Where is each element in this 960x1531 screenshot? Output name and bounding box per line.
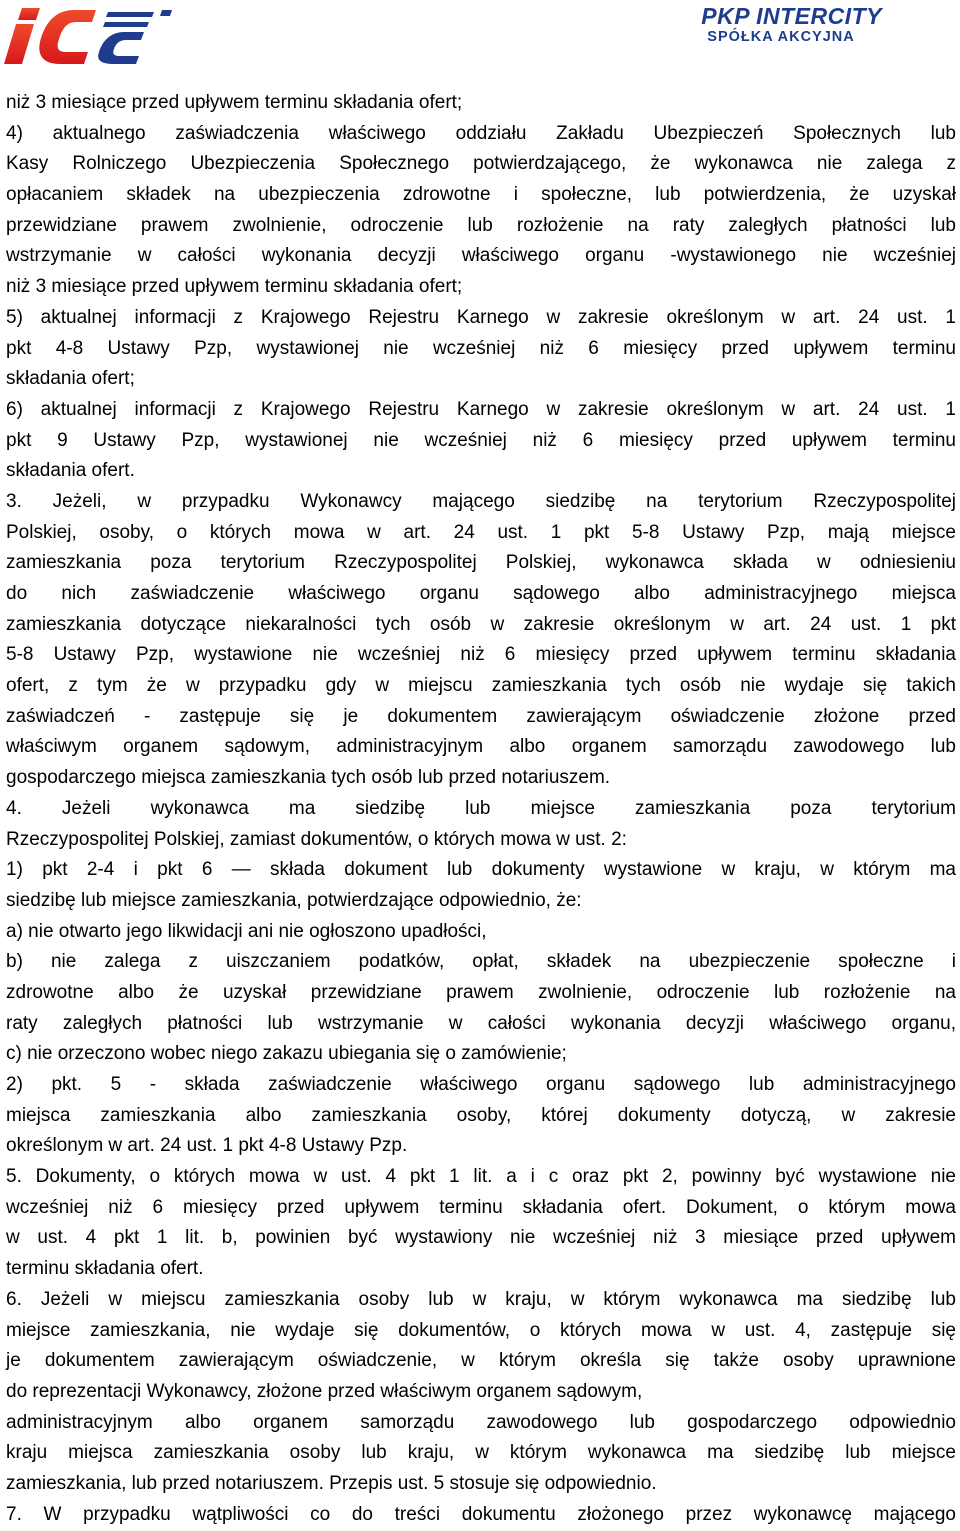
logo-company-name: PKP INTERCITY	[701, 3, 882, 29]
text-line: 4. Jeżeli wykonawca ma siedzibę lub miejsce zamieszkania poza terytorium	[6, 797, 956, 819]
text-line: siedzibę lub miejsce zamieszkania, potwierdzające odpowiednio, że:	[6, 889, 582, 911]
text-line: zamieszkania, lub przed notariuszem. Przepis ust. 5 stosuje się odpowiednio.	[6, 1472, 657, 1494]
text-line: b) nie zalega z uiszczaniem podatków, opłat, składek na ubezpieczenie społeczne i	[6, 951, 956, 973]
text-line: administracyjnym albo organem samorządu zawodowego lub gospodarczego odpowiednio	[6, 1411, 956, 1433]
text-line: a) nie otwarto jego likwidacji ani nie ogłoszono upadłości,	[6, 920, 487, 942]
text-line: przewidziane prawem zwolnienie, odroczenie lub rozłożenie na raty zaległych płatności lub	[6, 214, 956, 236]
text-line: właściwym organem sądowym, administracyjnym albo organem samorządu zawodowego lub	[6, 736, 956, 758]
text-line: 5) aktualnej informacji z Krajowego Rejestru Karnego w zakresie określonym w art. 24 ust. 1	[6, 306, 956, 328]
text-line: zaświadczeń - zastępuje się je dokumentem zawierającym oświadczenie złożone przed	[6, 705, 956, 727]
text-line: 5. Dokumenty, o których mowa w ust. 4 pkt 1 lit. a i c oraz pkt 2, powinny być wystawione nie	[6, 1166, 956, 1188]
text-line: do reprezentacji Wykonawcy, złożone przed właściwym organem sądowym,	[6, 1380, 643, 1402]
text-line: składania ofert.	[6, 460, 135, 482]
text-line: kraju miejsca zamieszkania osoby lub kraju, w którym wykonawca ma siedzibę lub miejsce	[6, 1442, 956, 1464]
text-line: do nich zaświadczenie właściwego organu sądowego albo administracyjnego miejsca	[6, 583, 956, 604]
text-line: miejsce zamieszkania, nie wydaje się dokumentów, o których mowa w ust. 4, zastępuje się	[6, 1319, 956, 1341]
text-line: 2) pkt. 5 - składa zaświadczenie właściwego organu sądowego lub administracyjnego	[6, 1074, 956, 1095]
text-line: zamieszkania dotyczące niekaralności tych osób w zakresie określonym w art. 24 ust. 1 pkt	[6, 613, 956, 635]
text-line: wcześniej niż 6 miesięcy przed upływem terminu składania ofert. Dokument, o którym mowa	[6, 1196, 956, 1218]
text-line: 4) aktualnego zaświadczenia właściwego oddziału Zakładu Ubezpieczeń Społecznych lub	[6, 122, 956, 144]
text-line: 3. Jeżeli, w przypadku Wykonawcy mającego siedzibę na terytorium Rzeczypospolitej	[6, 490, 956, 512]
text-line: Kasy Rolniczego Ubezpieczenia Społecznego potwierdzającego, że wykonawca nie zalega z	[6, 153, 956, 175]
text-line: 1) pkt 2-4 i pkt 6 — składa dokument lub dokumenty wystawione w kraju, w którym ma	[6, 859, 956, 881]
text-line: gospodarczego miejsca zamieszkania tych osób lub przed notariuszem.	[6, 767, 611, 789]
text-line: c) nie orzeczono wobec niego zakazu ubiegania się o zamówienie;	[6, 1043, 567, 1065]
text-line: 6. Jeżeli w miejscu zamieszkania osoby lub w kraju, w którym wykonawca ma siedzibę lub	[6, 1288, 956, 1310]
text-line: je dokumentem zawierającym oświadczenie, w którym określa się także osoby uprawnione	[6, 1350, 956, 1372]
text-line: terminu składania ofert.	[6, 1258, 204, 1280]
text-line: określonym w art. 24 ust. 1 pkt 4-8 Ustawy Pzp.	[6, 1135, 408, 1157]
text-line: raty zaległych płatności lub wstrzymanie w całości wykonania decyzji właściwego organu,	[6, 1012, 956, 1034]
text-line: w ust. 4 pkt 1 lit. b, powinien być wystawiony nie wcześniej niż 3 miesiące przed upływem	[6, 1227, 956, 1249]
text-line: składania ofert;	[6, 368, 135, 390]
text-line: zdrowotne albo że uzyskał przewidziane prawem zwolnienie, odroczenie lub rozłożenie na	[6, 981, 956, 1003]
icc-logo	[4, 2, 172, 68]
text-line: Polskiej, osoby, o których mowa w art. 24 ust. 1 pkt 5-8 Ustawy Pzp, mają miejsce	[6, 521, 956, 543]
document-body	[6, 88, 956, 1530]
icc-logo-graphic	[4, 2, 172, 68]
text-line: 6) aktualnej informacji z Krajowego Rejestru Karnego w zakresie określonym w art. 24 ust. 1	[6, 398, 956, 420]
text-line: pkt 4-8 Ustawy Pzp, wystawionej nie wcześniej niż 6 miesięcy przed upływem terminu	[6, 337, 956, 359]
pkp-intercity-logo	[701, 4, 882, 46]
text-line: wstrzymanie w całości wykonania decyzji właściwego organu -wystawionego nie wcześniej	[6, 245, 956, 267]
text-line: pkt 9 Ustawy Pzp, wystawionej nie wcześniej niż 6 miesięcy przed upływem terminu	[6, 429, 956, 451]
text-line: 5-8 Ustawy Pzp, wystawione nie wcześniej niż 6 miesięcy przed upływem terminu składania	[6, 644, 956, 666]
text-line: niż 3 miesiące przed upływem terminu składania ofert;	[6, 276, 463, 298]
page-header	[0, 0, 960, 70]
text-line: opłacaniem składek na ubezpieczenia zdrowotne i społeczne, lub potwierdzenia, że uzyskał	[6, 184, 956, 206]
text-line: Rzeczypospolitej Polskiej, zamiast dokumentów, o których mowa w ust. 2:	[6, 828, 627, 850]
text-line: 7. W przypadku wątpliwości co do treści dokumentu złożonego przez wykonawcę mającego	[6, 1503, 956, 1525]
text-line: miejsca zamieszkania albo zamieszkania osoby, której dokumenty dotyczą, w zakresie	[6, 1104, 956, 1126]
text-line: niż 3 miesiące przed upływem terminu składania ofert;	[6, 92, 463, 113]
text-line: zamieszkania poza terytorium Rzeczypospolitej Polskiej, wykonawca składa w odniesieniu	[6, 552, 956, 574]
text-line: ofert, z tym że w przypadku gdy w miejscu zamieszkania tych osób nie wydaje się takich	[6, 675, 956, 697]
logo-company-type: SPÓŁKA AKCYJNA	[707, 29, 855, 45]
